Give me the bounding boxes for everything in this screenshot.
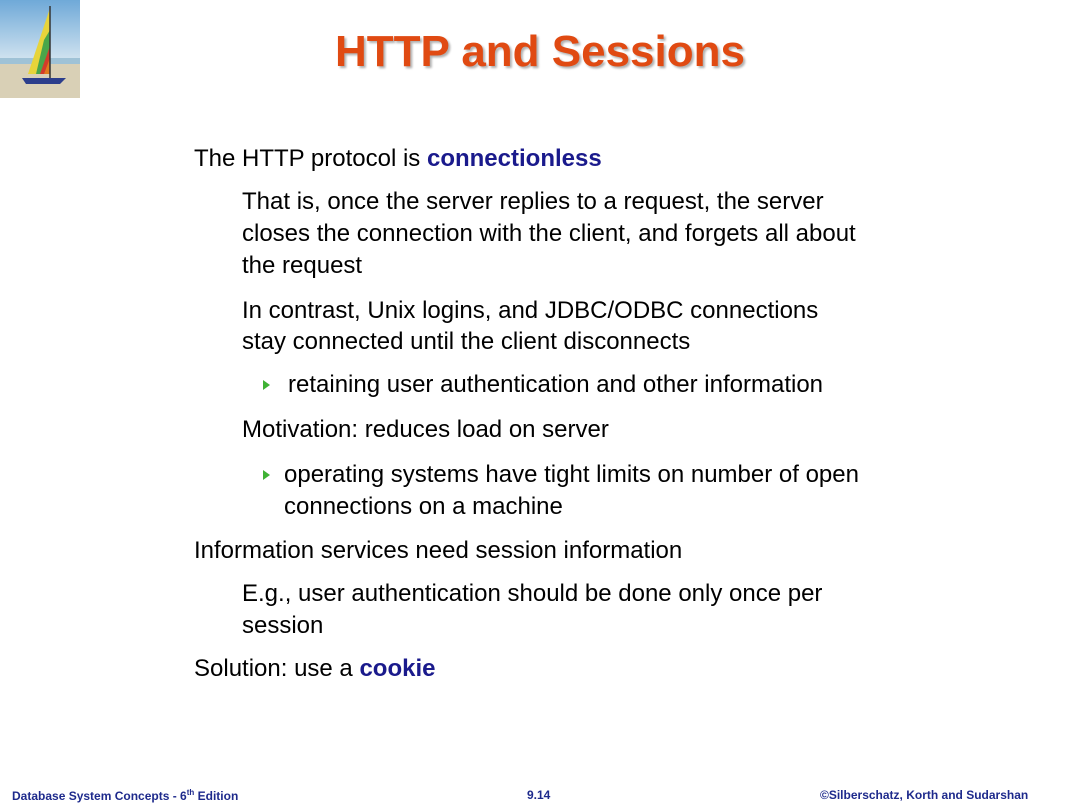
bullet-solution bbox=[194, 653, 435, 684]
sub-bullet-line: stay connected until the client disconnects bbox=[242, 328, 691, 355]
keyword-connectionless: connectionless bbox=[426, 145, 602, 172]
sub-bullet-line: closes the connection with the client, and forgets all about bbox=[242, 220, 856, 247]
footer-page-number: 9.14 bbox=[527, 788, 551, 802]
green-arrow-icon bbox=[263, 470, 270, 480]
footer-left bbox=[12, 788, 238, 803]
sub-sub-bullet-line: retaining user authentication and other information bbox=[288, 371, 824, 398]
bullet-line: Information services need session information bbox=[194, 537, 683, 564]
slide-title: HTTP and Sessions bbox=[335, 27, 745, 76]
bullet-http-connectionless bbox=[194, 143, 602, 174]
sub-sub-bullet-line: operating systems have tight limits on number of open bbox=[284, 461, 859, 488]
footer-left-text: Database System Concepts - 6 bbox=[12, 789, 187, 803]
sub-sub-bullet-line: connections on a machine bbox=[284, 493, 563, 520]
green-arrow-icon bbox=[263, 380, 270, 390]
sub-bullet-line: That is, once the server replies to a request, the server bbox=[242, 188, 824, 215]
footer-left-text-post: Edition bbox=[194, 789, 239, 803]
footer-copyright: ©Silberschatz, Korth and Sudarshan bbox=[820, 788, 1029, 802]
footer-sup: th bbox=[186, 788, 195, 797]
sub-bullet-line: session bbox=[242, 612, 324, 639]
keyword-cookie: cookie bbox=[359, 655, 436, 682]
text: Solution: use a bbox=[194, 655, 360, 682]
sub-bullet-line: E.g., user authentication should be done only once per bbox=[242, 580, 823, 607]
sub-bullet-line: the request bbox=[242, 252, 363, 279]
sub-bullet-line: Motivation: reduces load on server bbox=[242, 416, 609, 443]
text: The HTTP protocol is bbox=[194, 145, 427, 172]
sub-bullet-line: In contrast, Unix logins, and JDBC/ODBC connections bbox=[242, 297, 819, 324]
